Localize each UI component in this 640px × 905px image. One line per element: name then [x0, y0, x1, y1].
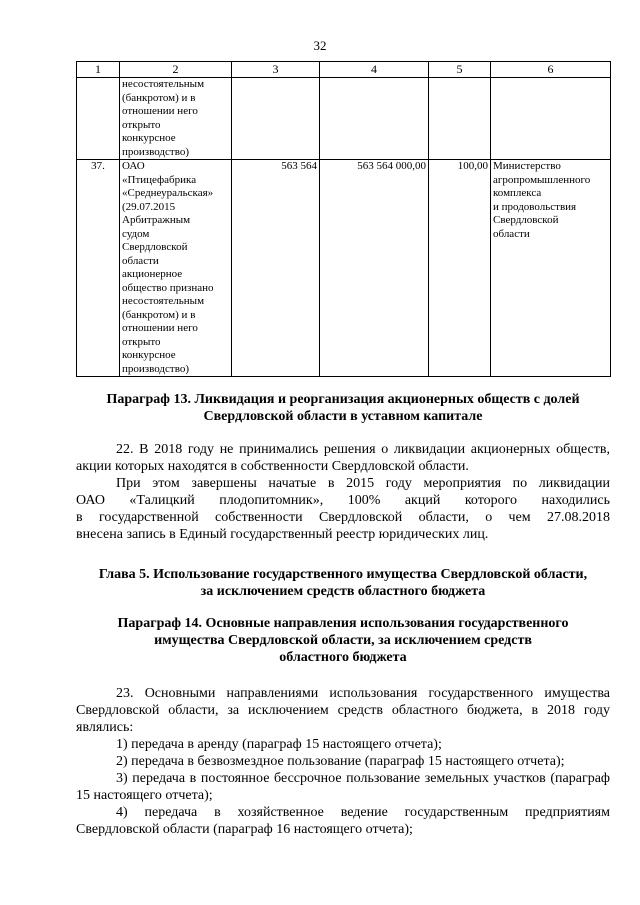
- cell-percent: [429, 78, 491, 160]
- heading-line: областного бюджета: [279, 650, 407, 665]
- clause-23-intro: 23. Основными направлениями использования государственного имущества Свердловской области, за исключением средств областного бюджета, в 2018 году являлись:: [76, 686, 610, 735]
- cell-nominal: 563 564 000,00: [320, 160, 429, 377]
- cell-line: ОАО: [122, 160, 145, 172]
- clause-22: 22. В 2018 году не принимались решения о ликвидации акционерных обществ, акции которых находятся в собственности Свердловской области.: [76, 442, 610, 474]
- heading-line: Свердловской области в уставном капитале: [203, 409, 483, 424]
- paragraph-13-body: [76, 441, 610, 543]
- list-item: 2) передача в безвозмездное пользование (параграф 15 настоящего отчета);: [116, 754, 565, 769]
- cell-line: конкурсное: [122, 132, 176, 144]
- cell-line: (29.07.2015: [122, 200, 176, 213]
- cell-line: конкурсное: [122, 349, 176, 361]
- list-item: 1) передача в аренду (параграф 15 настоящего отчета);: [116, 737, 442, 752]
- cell-line: комплекса: [493, 187, 542, 199]
- table-header-row: [77, 62, 611, 78]
- list-item: 4) передача в хозяйственное ведение государственным предприятиям Свердловской области (параграф 16 настоящего отчета);: [76, 805, 610, 837]
- cell-shares: 563 564: [232, 160, 320, 377]
- cell-line: области: [493, 227, 530, 240]
- cell-company-name: [120, 78, 232, 160]
- cell-ministry: [491, 160, 611, 377]
- header-col-4: 4: [320, 62, 429, 78]
- shareholding-table: [76, 61, 611, 377]
- cell-line: (банкротом) и в: [122, 308, 196, 321]
- cell-line: «Птицефабрика: [122, 173, 197, 186]
- page-number: 32: [313, 38, 327, 53]
- heading-line: Глава 5. Использование государственного имущества Свердловской области,: [98, 567, 588, 582]
- cell-line: открыто: [122, 335, 161, 348]
- body-line: При этом завершены начатые в 2015 году мероприятия по ликвидации: [116, 476, 610, 491]
- cell-line: открыто: [122, 118, 161, 131]
- cell-line: Свердловской: [493, 214, 559, 226]
- cell-line: Арбитражным: [122, 214, 191, 226]
- cell-line: отношении него: [122, 105, 198, 117]
- chapter-5-heading: [76, 566, 610, 600]
- cell-percent: 100,00: [429, 160, 491, 377]
- heading-line: Параграф 14. Основные направления использования государственного: [117, 616, 569, 631]
- cell-line: «Среднеуральская»: [122, 187, 214, 199]
- cell-num: 37.: [77, 160, 120, 377]
- cell-line: области: [122, 254, 159, 267]
- cell-line: судом: [122, 227, 150, 240]
- cell-line: (банкротом) и в: [122, 91, 196, 104]
- cell-num: [77, 78, 120, 160]
- header-col-3: 3: [232, 62, 320, 78]
- header-col-2: 2: [120, 62, 232, 78]
- body-line: внесена запись в Единый государственный реестр юридических лиц.: [76, 527, 489, 542]
- cell-line: и продовольствия: [493, 200, 577, 213]
- cell-ministry: [491, 78, 611, 160]
- header-col-6: 6: [491, 62, 611, 78]
- cell-line: производство): [122, 145, 189, 158]
- body-line: в государственной собственности Свердловской области, о чем 27.08.2018: [76, 510, 610, 525]
- list-item: 3) передача в постоянное бессрочное пользование земельных участков (параграф 15 настоящего отчета);: [76, 771, 610, 803]
- cell-line: несостоятельным: [122, 78, 205, 90]
- cell-line: отношении него: [122, 322, 198, 334]
- heading-line: имущества Свердловской области, за исключением средств: [154, 633, 532, 648]
- cell-company-name: [120, 160, 232, 377]
- cell-line: производство): [122, 362, 189, 375]
- cell-line: агропромышленного: [493, 173, 591, 186]
- paragraph-13-heading: [76, 391, 610, 425]
- header-col-5: 5: [429, 62, 491, 78]
- paragraph-14-heading: [76, 615, 610, 666]
- table-row-continuation: [77, 78, 611, 160]
- heading-line: Параграф 13. Ликвидация и реорганизация акционерных обществ с долей: [106, 392, 580, 407]
- cell-shares: [232, 78, 320, 160]
- body-line: ОАО «Талицкий плодопитомник», 100% акций которого находились: [76, 493, 610, 508]
- table-row-37: [77, 160, 611, 377]
- heading-line: за исключением средств областного бюджета: [200, 584, 486, 599]
- cell-line: Министерство: [493, 160, 561, 172]
- cell-line: акционерное: [122, 268, 183, 280]
- header-col-1: 1: [77, 62, 120, 78]
- cell-line: несостоятельным: [122, 295, 205, 307]
- cell-nominal: [320, 78, 429, 160]
- clause-23: [76, 685, 610, 838]
- cell-line: общество признано: [122, 281, 214, 294]
- cell-line: Свердловской: [122, 241, 188, 253]
